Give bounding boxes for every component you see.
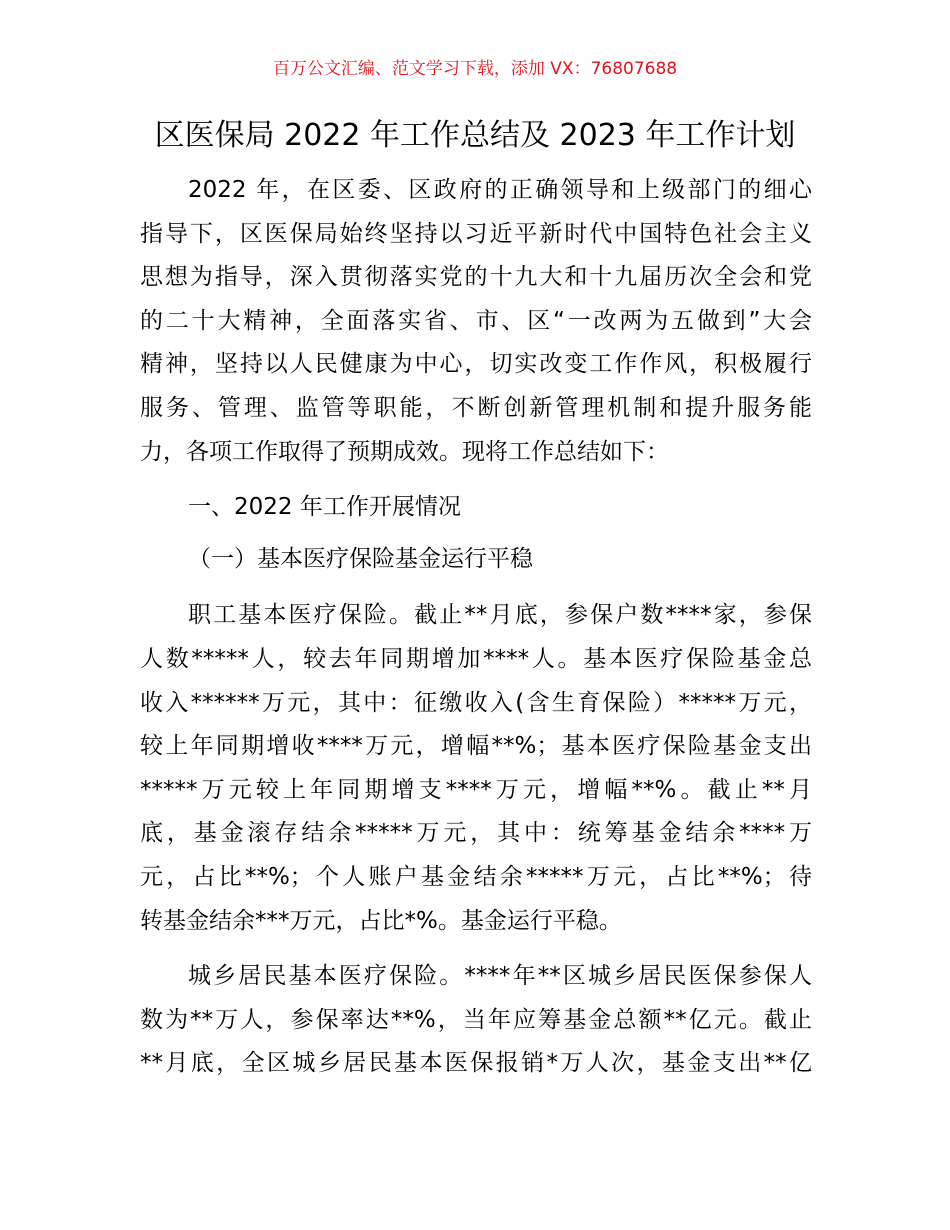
paragraph-line: 人数*****人，较去年同期增加****人。基本医疗保险基金总 <box>140 645 812 672</box>
section-heading-2: （一）基本医疗保险基金运行平稳 <box>188 545 533 572</box>
watermark-header: 百万公文汇编、范文学习下载，添加 VX：76807688 <box>272 59 678 79</box>
intro-line: 精神，坚持以人民健康为中心，切实改变工作作风，积极履行 <box>140 351 812 378</box>
paragraph-line: 城乡居民基本医疗保险。****年**区城乡居民医保参保人 <box>188 963 812 990</box>
paragraph-line: *****万元较上年同期增支****万元，增幅**%。截止**月 <box>140 776 812 803</box>
paragraph-line: 收入******万元，其中：征缴收入(含生育保险）*****万元， <box>140 689 812 716</box>
intro-line: 思想为指导，深入贯彻落实党的十九大和十九届历次全会和党 <box>140 264 812 291</box>
paragraph-line: **月底，全区城乡居民基本医保报销*万人次，基金支出**亿 <box>140 1050 812 1077</box>
paragraph-line: 较上年同期增收****万元，增幅**%；基本医疗保险基金支出 <box>140 733 812 760</box>
document-body <box>140 169 812 1086</box>
paragraph-line: 职工基本医疗保险。截止**月底，参保户数****家，参保 <box>188 602 812 629</box>
intro-line: 指导下，区医保局始终坚持以习近平新时代中国特色社会主义 <box>140 220 812 247</box>
paragraph-line: 元，占比**%；个人账户基金结余*****万元，占比**%；待 <box>140 863 812 890</box>
intro-line: 的二十大精神，全面落实省、市、区“一改两为五做到”大会 <box>140 307 812 334</box>
paragraph-line: 转基金结余***万元，占比*%。基金运行平稳。 <box>140 907 622 934</box>
paragraph-line: 数为**万人，参保率达**%，当年应筹基金总额**亿元。截止 <box>140 1006 812 1033</box>
paragraph-line: 底，基金滚存结余*****万元，其中：统筹基金结余****万 <box>140 820 812 847</box>
intro-line: 力，各项工作取得了预期成效。现将工作总结如下： <box>140 438 669 465</box>
section-heading-1: 一、2022 年工作开展情况 <box>188 494 461 521</box>
intro-line: 2022 年，在区委、区政府的正确领导和上级部门的细心 <box>188 177 812 203</box>
document-title: 区医保局 2022 年工作总结及 2023 年工作计划 <box>154 118 796 153</box>
intro-line: 服务、管理、监管等职能，不断创新管理机制和提升服务能 <box>140 394 812 421</box>
